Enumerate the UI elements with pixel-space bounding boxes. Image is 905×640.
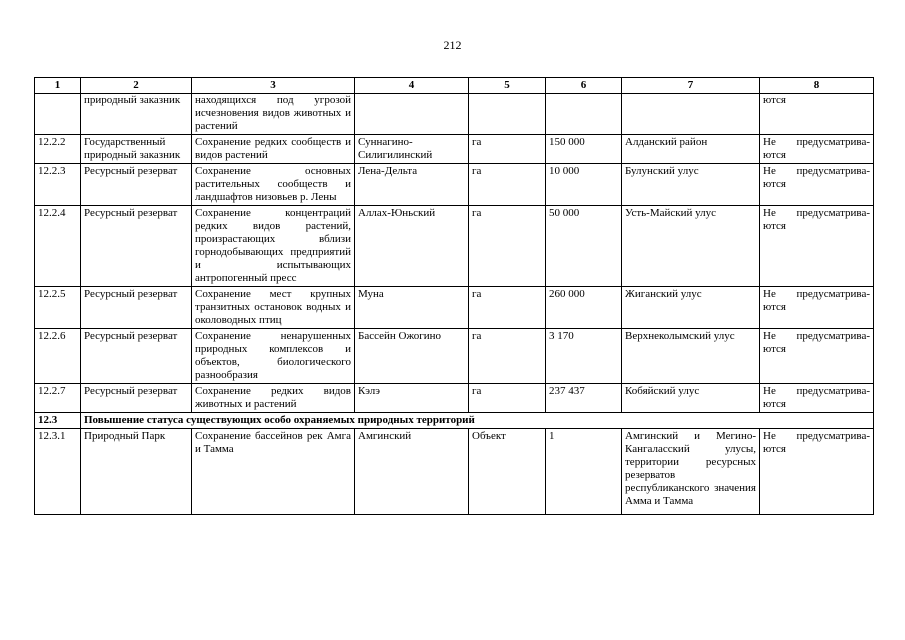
- cell-unit: га: [469, 384, 546, 413]
- cell-area: 50 000: [546, 206, 622, 287]
- cell-purpose: Сохранение редких сообществ и видов растений: [192, 135, 355, 164]
- header-cell: 6: [546, 78, 622, 94]
- cell-funding: Не предусматрива-ются: [760, 164, 874, 206]
- cell-category: Ресурсный резерват: [81, 384, 192, 413]
- cell-area: [546, 94, 622, 135]
- cell-category: Ресурсный резерват: [81, 287, 192, 329]
- header-row: [35, 78, 874, 94]
- cell-number: 12.2.3: [35, 164, 81, 206]
- section-row: [35, 413, 874, 429]
- cell-area: 10 000: [546, 164, 622, 206]
- cell-category: Ресурсный резерват: [81, 206, 192, 287]
- cell-name: Муна: [355, 287, 469, 329]
- section-number: 12.3: [35, 413, 81, 429]
- cell-area: 260 000: [546, 287, 622, 329]
- cell-number: 12.2.2: [35, 135, 81, 164]
- cell-funding: Не предусматрива-ются: [760, 329, 874, 384]
- cell-number: 12.2.7: [35, 384, 81, 413]
- cell-number: 12.2.6: [35, 329, 81, 384]
- cell-unit: га: [469, 287, 546, 329]
- table-row: [35, 429, 874, 515]
- cell-area: 1: [546, 429, 622, 515]
- cell-area: 3 170: [546, 329, 622, 384]
- cell-purpose: Сохранение мест крупных транзитных остановок водных и околоводных птиц: [192, 287, 355, 329]
- cell-location: Кобяйский улус: [622, 384, 760, 413]
- cell-location: Верхнеколымский улус: [622, 329, 760, 384]
- cell-category: Ресурсный резерват: [81, 329, 192, 384]
- cell-purpose: Сохранение ненарушенных природных комплексов и объектов, биологического разнообразия: [192, 329, 355, 384]
- header-cell: 5: [469, 78, 546, 94]
- table-row: [35, 384, 874, 413]
- cell-category: Природный Парк: [81, 429, 192, 515]
- cell-area: 150 000: [546, 135, 622, 164]
- cell-purpose: Сохранение бассейнов рек Амга и Тамма: [192, 429, 355, 515]
- reserves-table: [34, 77, 874, 515]
- header-cell: 2: [81, 78, 192, 94]
- table-row: [35, 135, 874, 164]
- cell-funding: Не предусматрива-ются: [760, 287, 874, 329]
- header-cell: 4: [355, 78, 469, 94]
- cell-funding: Не предусматрива-ются: [760, 206, 874, 287]
- cell-location: Усть-Майский улус: [622, 206, 760, 287]
- cell-unit: га: [469, 206, 546, 287]
- cell-funding: Не предусматрива-ются: [760, 135, 874, 164]
- table-row: [35, 94, 874, 135]
- cell-number: [35, 94, 81, 135]
- cell-location: [622, 94, 760, 135]
- table-row: [35, 206, 874, 287]
- cell-name: Аллах-Юньский: [355, 206, 469, 287]
- header-cell: 3: [192, 78, 355, 94]
- cell-purpose: находящихся под угрозой исчезновения видов животных и растений: [192, 94, 355, 135]
- cell-funding: Не предусматрива-ются: [760, 384, 874, 413]
- page-number: 212: [443, 38, 462, 52]
- header-cell: 8: [760, 78, 874, 94]
- cell-category: Ресурсный резерват: [81, 164, 192, 206]
- section-title: Повышение статуса существующих особо охраняемых природных территорий: [81, 413, 874, 429]
- header-cell: 7: [622, 78, 760, 94]
- cell-location: Амгинский и Мегино-Кангаласский улусы, территории ресурсных резерватов республиканского значения Амма и Тамма: [622, 429, 760, 515]
- cell-name: [355, 94, 469, 135]
- table-row: [35, 287, 874, 329]
- cell-purpose: Сохранение концентраций редких видов растений, произрастающих вблизи горнодобывающих предприятий и испытывающих антропогенный пресс: [192, 206, 355, 287]
- cell-unit: га: [469, 135, 546, 164]
- cell-name: Кэлэ: [355, 384, 469, 413]
- cell-number: 12.2.5: [35, 287, 81, 329]
- cell-name: Амгинский: [355, 429, 469, 515]
- cell-location: Булунский улус: [622, 164, 760, 206]
- cell-unit: [469, 94, 546, 135]
- cell-name: Суннагино-Силигилинский: [355, 135, 469, 164]
- cell-funding: ются: [760, 94, 874, 135]
- cell-unit: га: [469, 164, 546, 206]
- cell-area: 237 437: [546, 384, 622, 413]
- cell-funding: Не предусматрива-ются: [760, 429, 874, 515]
- cell-number: 12.2.4: [35, 206, 81, 287]
- cell-name: Лена-Дельта: [355, 164, 469, 206]
- header-cell: 1: [35, 78, 81, 94]
- cell-purpose: Сохранение редких видов животных и растений: [192, 384, 355, 413]
- table-row: [35, 164, 874, 206]
- cell-purpose: Сохранение основных растительных сообществ и ландшафтов низовьев р. Лены: [192, 164, 355, 206]
- table-row: [35, 329, 874, 384]
- cell-location: Алданский район: [622, 135, 760, 164]
- cell-number: 12.3.1: [35, 429, 81, 515]
- cell-category: природный заказник: [81, 94, 192, 135]
- cell-unit: Объект: [469, 429, 546, 515]
- cell-unit: га: [469, 329, 546, 384]
- cell-location: Жиганский улус: [622, 287, 760, 329]
- cell-name: Бассейн Ожогино: [355, 329, 469, 384]
- cell-category: Государственный природный заказник: [81, 135, 192, 164]
